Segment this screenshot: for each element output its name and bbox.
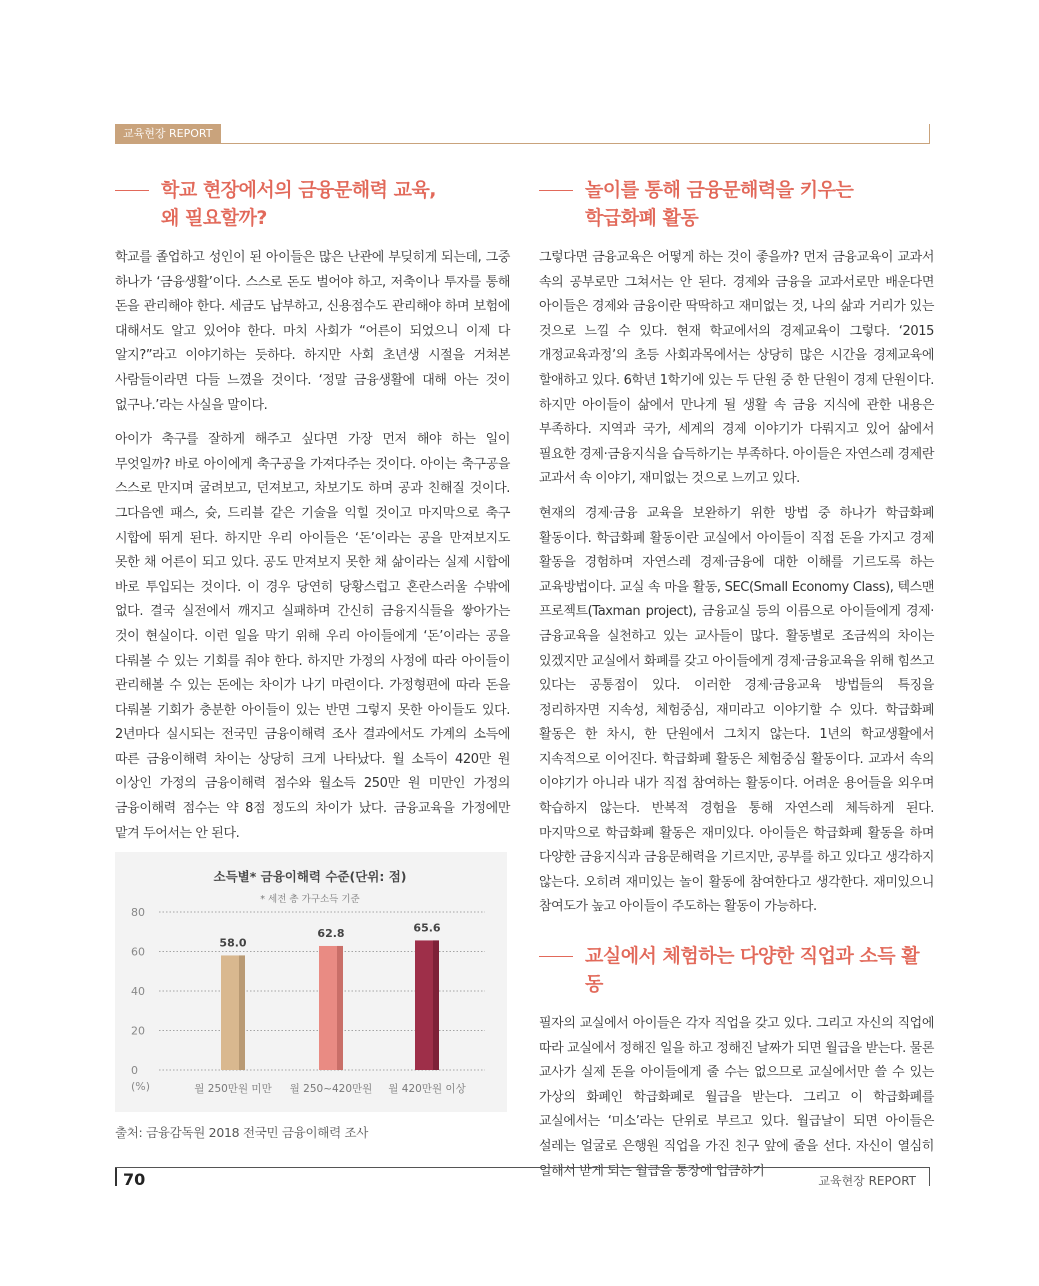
chart-title: 소득별* 금융이해력 수준(단위: 점) [213,869,407,884]
chart-subtitle: * 세전 총 가구소득 기준 [260,894,360,905]
x-category-label: 월 250만원 미만 [194,1083,272,1095]
heading-line-1: 학교 현장에서의 금융문해력 교육, [161,179,437,201]
section-heading-class-money [539,176,934,232]
chart-source: 출처: 금융감독원 2018 전국민 금융이해력 조사 [115,1125,369,1140]
paragraph: 아이가 축구를 잘하게 해주고 싶다면 가장 먼저 해야 하는 일이 무엇일까? 바로 아이에게 축구공을 가져다주는 것이다. 아이는 축구공을 스스로 만지며 굴려보고, 던져보고, 차보기도 하며 공과 친해질 것이다. 그다음엔 패스, 슛, 드리블 같은 기술을 익힐 것이고 마지막으로 축구 시합에 뛰게 된다. 하지만 우리 아이들은 ‘돈’이라는 공을 만져보지도 못한 채 어른이 되고 있다. 공도 만져보지 못한 채 삶이라는 실제 시합에 바로 투입되는 것이다. 이 경우 당연히 당황스럽고 혼란스러울 수밖에 없다. 결국 실전에서 깨지고 실패하며 간신히 금융지식들을 쌓아가는 것이 현실이다. 이런 일을 막기 위해 우리 아이들에게 ‘돈’이라는 공을 다뤄볼 수 있는 기회를 줘야 한다. 하지만 가정의 사정에 따라 아이들이 관리해볼 수 있는 돈에는 차이가 나기 마련이다. 가정형편에 따라 돈을 다뤄볼 기회가 충분한 아이들이 있는 반면 그렇지 못한 아이들도 있다. 2년마다 실시되는 전국민 금융이해력 조사 결과에서도 가계의 소득에 따른 금융이해력 차이는 상당히 크게 나타났다. 월 소득이 420만 원 이상인 가정의 금융이해력 점수와 월소득 250만 원 미만인 가정의 금융이해력 점수는 약 8점 정도의 차이가 났다. 금융교육을 가정에만 맡겨 두어서는 안 된다. [115,432,510,841]
y-tick-label: 80 [131,906,145,919]
heading-dash [539,190,573,191]
footer-divider-tick-right [929,1168,930,1186]
bar-shade [239,955,245,1070]
section-heading-financial-literacy [115,176,510,232]
y-tick-label: 0 [131,1064,138,1077]
heading-line-2: 왜 필요할까? [161,207,267,229]
bar-shade [337,946,343,1070]
footer-divider [115,1167,930,1168]
x-category-label: 월 420만원 이상 [388,1083,466,1095]
section-heading-jobs-income [539,942,934,998]
y-axis-unit: (%) [131,1080,151,1093]
bar-shade [433,940,439,1070]
heading-dash [115,190,149,191]
right-column [539,176,934,1194]
section-tag: 교육현장 REPORT [115,124,221,144]
heading-line-1: 교실에서 체험하는 다양한 직업과 소득 활동 [585,945,920,996]
y-tick-label: 60 [131,945,145,959]
paragraph: 필자의 교실에서 아이들은 각자 직업을 갖고 있다. 그리고 자신의 직업에 따라 교실에서 정해진 일을 하고 정해진 날짜가 되면 월급을 받는다. 물론 교사가 실제 돈을 아이들에게 줄 수는 없으므로 교실에서만 쓸 수 있는 가상의 화폐인 학급화폐로 월급을 받는다. 그리고 이 학급화폐를 교실에서는 ‘미소’라는 단위로 부르고 있다. 월급날이 되면 아이들은 설레는 얼굴로 은행원 직업을 가진 친구 앞에 줄을 선다. 자신이 열심히 일해서 받게 되는 월급을 통장에 입금하기 [539,1016,934,1179]
header-divider-tick [929,124,930,144]
heading-line-1: 놀이를 통해 금융문해력을 키우는 [585,179,854,201]
bar-value-label: 65.6 [413,921,441,935]
paragraph: 현재의 경제·금융 교육을 보완하기 위한 방법 중 하나가 학급화폐 활동이다. 학급화폐 활동이란 교실에서 아이들이 직접 돈을 가지고 경제 활동을 경험하며 자연스레 경제·금융에 대한 이해를 기르도록 하는 교육방법이다. 교실 속 마을 활동, SEC(Small Economy Class), 텍스맨 프로젝트(Taxman project), 금융교실 등의 이름으로 아이들에게 경제·금융교육을 실천하고 있는 교사들이 많다. 활동별로 조금씩의 차이는 있겠지만 교실에서 화폐를 갖고 아이들에게 경제·금융교육을 위해 힘쓰고 있다는 공통점이 있다. 이러한 경제·금융교육 방법들의 특징을 정리하자면 지속성, 체험중심, 재미라고 이야기할 수 있다. 학급화폐 활동은 한 차시, 한 단원에서 그치지 않는다. 1년의 학교생활에서 지속적으로 이어진다. 학급화폐 활동은 체험중심 활동이다. 교과서 속의 이야기가 아니라 내가 직접 참여하는 활동이다. 어려운 용어들을 외우며 학습하지 않는다. 반복적 경험을 통해 자연스레 체득하게 된다. 마지막으로 학급화폐 활동은 재미있다. 아이들은 학급화폐 활동을 하며 다양한 금융지식과 금융문해력을 기르지만, 공부를 하고 있다고 생각하지 않는다. 오히려 재미있는 놀이 활동에 참여한다고 생각한다. 재미있으니 참여도가 높고 아이들이 주도하는 활동이 가능하다. [539,505,934,915]
heading-dash [539,956,573,957]
bar-value-label: 58.0 [219,936,247,950]
x-category-label: 월 250~420만원 [289,1083,373,1095]
heading-line-2: 학급화폐 활동 [585,207,699,229]
footer-label: 교육현장 REPORT [818,1174,916,1188]
page-number: 70 [123,1170,146,1189]
bar-chart [115,852,507,1112]
paragraph: 그렇다면 금융교육은 어떻게 하는 것이 좋을까? 먼저 금융교육이 교과서 속의 공부로만 그쳐서는 안 된다. 경제와 금융을 교과서로만 배운다면 아이들은 경제와 금융이란 딱딱하고 재미없는 것, 나의 삶과 거리가 있는 것으로 느낄 수 있다. 현재 학교에서의 경제교육이 그렇다. ‘2015 개정교육과정’의 초등 사회과목에서는 상당히 많은 시간을 경제교육에 할애하고 있다. 6학년 1학기에 있는 두 단원 중 한 단원이 경제 단원이다. 하지만 아이들이 삶에서 만나게 될 생활 속 금융 지식에 관한 내용은 부족하다. 지역과 국가, 세계의 경제 이야기가 다뤄지고 있어 삶에서 필요한 경제·금융지식을 습득하기는 부족하다. 아이들은 자연스레 경제란 교과서 속 이야기, 재미없는 것으로 느끼고 있다. [539,250,934,487]
left-column [115,176,510,856]
paragraph: 학교를 졸업하고 성인이 된 아이들은 많은 난관에 부딪히게 되는데, 그중 하나가 ‘금융생활’이다. 스스로 돈도 벌어야 하고, 저축이나 투자를 통해 돈을 관리해야 한다. 세금도 납부하고, 신용점수도 관리해야 하며 보험에 대해서도 알고 있어야 한다. 마치 사회가 “어른이 되었으니 이제 다 알지?”라고 이야기하는 듯하다. 하지만 사회 초년생 시절을 거쳐본 사람들이라면 다들 느꼈을 것이다. ‘정말 금융생활에 대해 아는 것이 없구나.’라는 사실을 말이다. [115,250,510,413]
y-tick-label: 20 [131,1024,145,1038]
bar-value-label: 62.8 [317,926,345,940]
footer-divider-tick-left [115,1168,117,1186]
y-tick-label: 40 [131,985,145,998]
header-divider [115,143,930,144]
income-literacy-chart [115,852,507,1112]
